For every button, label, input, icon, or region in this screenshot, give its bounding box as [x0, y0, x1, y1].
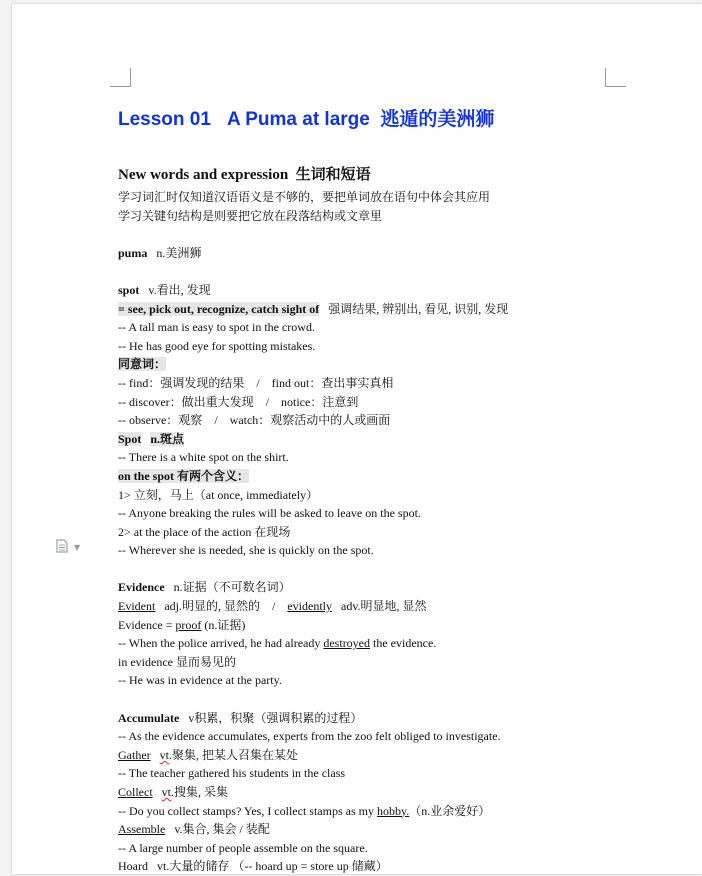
chevron-down-icon[interactable]: ▼ — [74, 543, 81, 552]
equivalence-suffix: (n.证据) — [201, 617, 246, 632]
document-icon[interactable] — [56, 539, 68, 553]
entry-accumulate — [118, 709, 598, 728]
equivalence-prefix: Evidence = — [118, 617, 176, 632]
entry-definition: v积累，积聚（强调积累的过程） — [188, 710, 363, 725]
part-of-speech: vt — [159, 747, 169, 762]
synonym-meaning: 强调结果, 辨别出, 看见, 识别, 发现 — [328, 301, 509, 316]
synonym-item: -- observe：观察 — [118, 413, 203, 428]
lesson-title — [118, 108, 598, 142]
example-keyword: destroyed — [323, 636, 371, 651]
intro-line: 学习词汇时仅知道汉语语义是不够的，要把单词放在语句中体会其应用 — [118, 190, 491, 204]
lesson-number: Lesson 01 — [118, 109, 211, 130]
example-sentence: -- Wherever she is needed, she is quickly on the spot. — [118, 543, 374, 558]
margin-corner-top-left — [110, 68, 131, 87]
part-of-speech: vt — [161, 785, 172, 799]
section-heading-chinese: 生词和短语 — [295, 165, 371, 183]
related-entry-hoard — [118, 857, 598, 876]
lesson-title-english: A Puma at large — [226, 109, 370, 130]
example-sentence: -- The teacher gathered his students in the class — [118, 766, 346, 781]
synonym-pair: -- find：强调发现的结果 / find out：查出事实真相 — [118, 375, 394, 390]
example-text: the evidence. — [370, 636, 437, 651]
entry-definition: n.斑点 — [150, 431, 185, 446]
related-word: Hoard — [118, 859, 148, 874]
meaning-item: 1> 立刻，马上（at once, immediately） — [118, 487, 319, 502]
entry-word: Accumulate — [118, 710, 180, 725]
entry-definition: v.看出, 发现 — [148, 282, 211, 297]
phrase-heading-text: on the spot 有两个含义： — [118, 468, 250, 483]
entry-spot — [118, 281, 598, 300]
margin-corner-top-right — [605, 68, 626, 87]
example-keyword: hobby. — [376, 803, 410, 818]
noun-entry — [118, 430, 598, 449]
document-body — [118, 108, 598, 876]
example-sentence: -- As the evidence accumulates, experts from the zoo felt obliged to investigate. — [118, 729, 501, 744]
related-entry-collect — [118, 783, 598, 802]
related-word: Collect — [118, 785, 153, 799]
phrase-heading — [118, 467, 598, 486]
related-word: Assemble — [118, 822, 166, 837]
related-definition: .搜集, 采集 — [171, 785, 229, 799]
related-definition: v.集合, 集会 / 装配 — [174, 822, 270, 837]
entry-word: Spot — [118, 431, 142, 446]
synonym-item: -- find：强调发现的结果 — [118, 375, 245, 390]
synonym-item: notice：注意到 — [281, 394, 359, 409]
meaning-item: 2> at the place of the action 在现场 — [118, 524, 291, 539]
section-heading — [118, 162, 598, 188]
lesson-title-chinese: 逃遁的美洲狮 — [380, 109, 495, 130]
equivalence-line — [118, 616, 598, 635]
intro-line: 学习关键句结构是则要把它放在段落结构或文章里 — [118, 208, 383, 223]
synonym-pair: -- observe：观察 / watch：观察活动中的人或画面 — [118, 413, 391, 428]
example-sentence: -- Anyone breaking the rules will be asked to leave on the spot. — [118, 506, 421, 521]
entry-evidence — [118, 578, 598, 597]
example-text: -- Do you collect stamps? Yes, I collect stamps as my — [118, 803, 377, 818]
related-entry-gather — [118, 746, 598, 765]
related-definition: .聚集, 把某人召集在某处 — [169, 747, 299, 762]
related-definition: adj.明显的, 显然的 — [164, 599, 260, 614]
phrase-line: in evidence 显而易见的 — [118, 654, 236, 669]
example-sentence: -- He was in evidence at the party. — [118, 673, 282, 688]
entry-puma — [118, 244, 598, 263]
entry-word: spot — [118, 282, 140, 297]
document-page — [12, 4, 702, 874]
synonym-item: find out：查出事实真相 — [271, 375, 394, 390]
synonyms-label — [118, 355, 598, 374]
entry-definition: n.美洲狮 — [156, 245, 202, 260]
synonym-item: watch：观察活动中的人或画面 — [229, 413, 391, 428]
entry-word: puma — [118, 245, 148, 260]
example-sentence: -- A tall man is easy to spot in the crowd. — [118, 320, 315, 335]
example-sentence: -- A large number of people assemble on the square. — [118, 840, 368, 855]
synonym-list: = see, pick out, recognize, catch sight of — [118, 301, 320, 316]
synonym-item: -- discover：做出重大发现 — [118, 394, 254, 409]
related-entry-assemble — [118, 820, 598, 839]
synonyms-label-text: 同意词： — [118, 357, 167, 372]
example-sentence — [118, 634, 598, 653]
example-sentence — [118, 802, 598, 821]
related-word: Evident — [118, 599, 156, 614]
example-sentence: -- He has good eye for spotting mistakes. — [118, 338, 316, 353]
example-text: （n.业余爱好） — [409, 803, 491, 818]
related-words: Evident adj.明显的, 显然的 / evidently adv.明显地, 显然 — [118, 599, 427, 614]
example-text: -- When the police arrived, he had already — [118, 636, 324, 651]
section-heading-english: New words and expression — [118, 167, 289, 183]
related-word: Gather — [118, 747, 151, 762]
equivalent-word: proof — [175, 617, 202, 632]
related-definition: vt.大量的储存 （-- hoard up = store up 储藏） — [157, 859, 388, 874]
related-word: evidently — [287, 599, 332, 614]
synonym-line — [118, 300, 598, 319]
entry-definition: n.证据（不可数名词） — [173, 580, 291, 595]
entry-word: Evidence — [118, 580, 165, 595]
synonym-pair: -- discover：做出重大发现 / notice：注意到 — [118, 394, 359, 409]
example-sentence: -- There is a white spot on the shirt. — [118, 450, 289, 465]
related-definition: adv.明显地, 显然 — [341, 599, 427, 614]
